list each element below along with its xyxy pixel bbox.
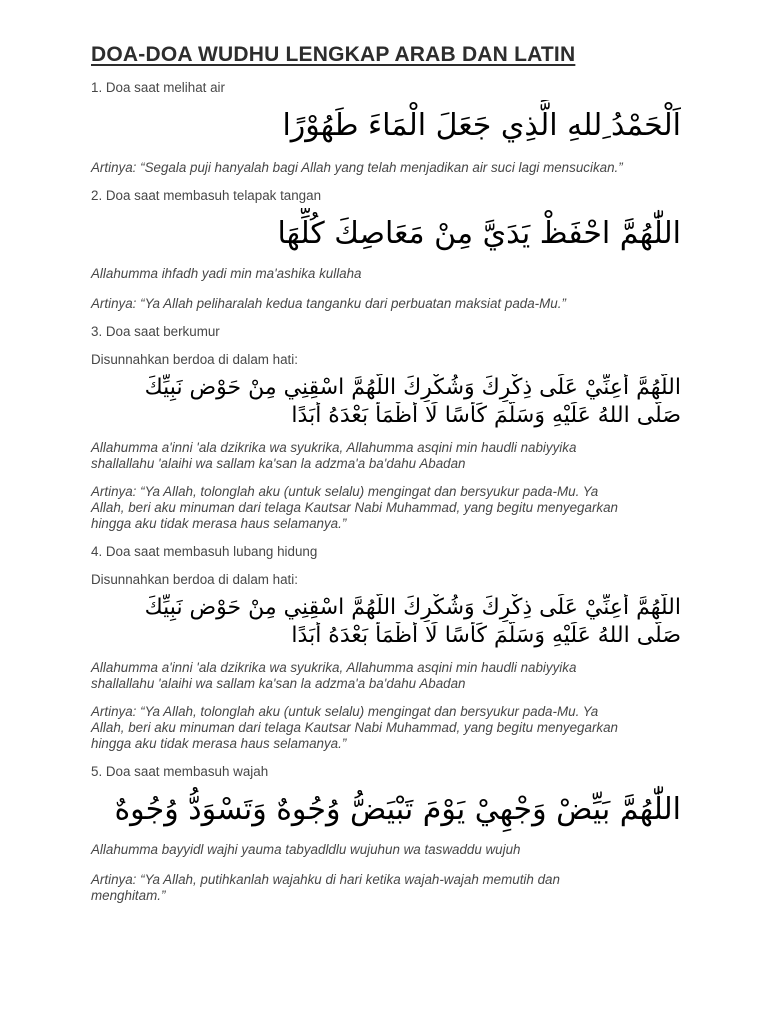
section-1-arabic: اَلْحَمْدُ ِللهِ الَّذِي جَعَلَ الْمَاءَ طَهُوْرًا bbox=[282, 108, 681, 143]
section-5-arabic: اللّٰهُمَّ بَيِّضْ وَجْهِيْ يَوْمَ تَبْيَضُّ وُجُوهٌ وَتَسْوَدُّ وُجُوهٌ bbox=[114, 792, 681, 827]
section-3-heading: 3. Doa saat berkumur bbox=[91, 324, 220, 339]
section-4-arabic-line-1: اللَّهُمَّ أَعِنِّيْ عَلَى ذِكْرِكَ وَشُكْرِكَ اللَّهُمَّ اسْقِنِي مِنْ حَوْضِ نَبِيِّكَ bbox=[144, 595, 681, 620]
section-2-latin: Allahumma ihfadh yadi min ma'ashika kullaha bbox=[91, 266, 362, 281]
section-4-arabic-line-2: صَلَّى اللهُ عَلَيْهِ وَسَلَّمَ كَأْسًا لَا أَظْمَأُ بَعْدَهُ أَبَدًا bbox=[291, 623, 681, 648]
section-1-artinya: Artinya: “Segala puji hanyalah bagi Allah yang telah menjadikan air suci lagi mensucikan.” bbox=[91, 160, 623, 175]
section-4-latin-line-2: shallallahu 'alaihi wa sallam ka'san la adzma'a ba'dahu Abadan bbox=[91, 676, 466, 691]
section-5-latin: Allahumma bayyidl wajhi yauma tabyadldlu wujuhun wa taswaddu wujuh bbox=[91, 842, 521, 857]
section-1-heading: 1. Doa saat melihat air bbox=[91, 80, 225, 95]
section-4-artinya-line-1: Artinya: “Ya Allah, tolonglah aku (untuk selalu) mengingat dan bersyukur pada-Mu. Ya bbox=[91, 704, 599, 719]
section-2-arabic: اللّٰهُمَّ احْفَظْ يَدَيَّ مِنْ مَعَاصِكَ كُلِّهَا bbox=[277, 216, 681, 251]
section-4-note: Disunnahkan berdoa di dalam hati: bbox=[91, 572, 298, 587]
section-3-arabic-line-1: اللَّهُمَّ أَعِنِّيْ عَلَى ذِكْرِكَ وَشُكْرِكَ اللَّهُمَّ اسْقِنِي مِنْ حَوْضِ نَبِيِّكَ bbox=[144, 375, 681, 400]
section-3-artinya-line-3: hingga aku tidak merasa haus selamanya.” bbox=[91, 516, 347, 531]
page-title: DOA-DOA WUDHU LENGKAP ARAB DAN LATIN bbox=[91, 43, 576, 66]
section-3-artinya-line-2: Allah, beri aku minuman dari telaga Kautsar Nabi Muhammad, yang begitu menyegarkan bbox=[91, 500, 618, 515]
section-3-artinya-line-1: Artinya: “Ya Allah, tolonglah aku (untuk selalu) mengingat dan bersyukur pada-Mu. Ya bbox=[91, 484, 599, 499]
section-2-artinya: Artinya: “Ya Allah peliharalah kedua tanganku dari perbuatan maksiat pada-Mu.” bbox=[91, 296, 566, 311]
section-3-latin-line-1: Allahumma a'inni 'ala dzikrika wa syukrika, Allahumma asqini min haudli nabiyyika bbox=[91, 440, 577, 455]
section-3-arabic-line-2: صَلَّى اللهُ عَلَيْهِ وَسَلَّمَ كَأْسًا لَا أَظْمَأُ بَعْدَهُ أَبَدًا bbox=[291, 403, 681, 428]
document-page bbox=[91, 43, 681, 904]
section-5-artinya-line-1: Artinya: “Ya Allah, putihkanlah wajahku di hari ketika wajah-wajah memutih dan bbox=[91, 872, 560, 887]
section-5-artinya-line-2: menghitam.” bbox=[91, 888, 166, 903]
section-4-latin-line-1: Allahumma a'inni 'ala dzikrika wa syukrika, Allahumma asqini min haudli nabiyyika bbox=[91, 660, 577, 675]
section-3-latin-line-2: shallallahu 'alaihi wa sallam ka'san la adzma'a ba'dahu Abadan bbox=[91, 456, 466, 471]
section-4-heading: 4. Doa saat membasuh lubang hidung bbox=[91, 544, 318, 559]
section-2-heading: 2. Doa saat membasuh telapak tangan bbox=[91, 188, 322, 203]
section-4-artinya-line-3: hingga aku tidak merasa haus selamanya.” bbox=[91, 736, 347, 751]
section-4-artinya-line-2: Allah, beri aku minuman dari telaga Kautsar Nabi Muhammad, yang begitu menyegarkan bbox=[91, 720, 618, 735]
section-5-heading: 5. Doa saat membasuh wajah bbox=[91, 764, 269, 779]
section-3-note: Disunnahkan berdoa di dalam hati: bbox=[91, 352, 298, 367]
